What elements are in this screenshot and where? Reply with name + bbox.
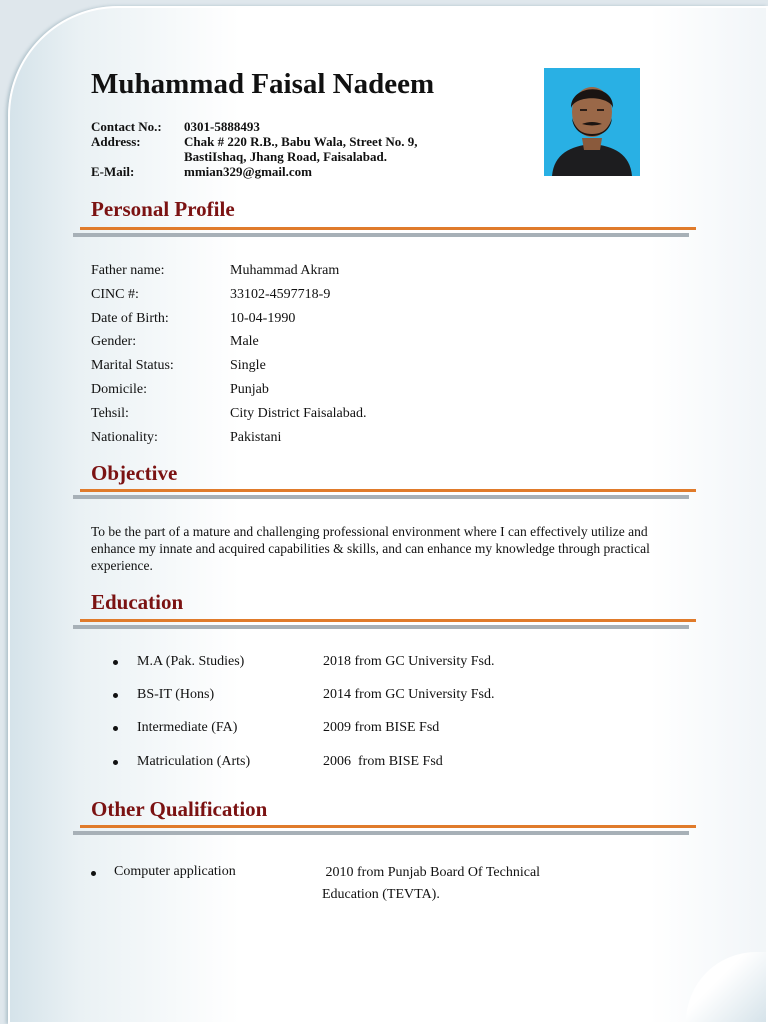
contact-address-label: Address: [91,134,141,149]
qualification-detail-line2: Education (TEVTA). [322,887,440,902]
profile-row [91,307,366,331]
profile-row [91,402,366,426]
education-detail: 2009 from BISE Fsd [323,720,440,735]
section-rule-gray [73,495,689,499]
contact-phone-row [91,119,418,134]
contact-address-line2: BastiIshaq, Jhang Road, Faisalabad. [184,149,388,164]
contact-phone-label: Contact No.: [91,119,162,134]
profile-value: 10-04-1990 [230,310,296,326]
section-rule-gray [73,625,689,629]
profile-value: Muhammad Akram [230,263,340,278]
section-rule-orange [80,227,696,230]
profile-value: Punjab [230,381,269,397]
bullet-icon [113,693,118,698]
education-degree: Matriculation (Arts) [137,754,251,769]
contact-address-row-2 [91,149,418,164]
profile-label: Tehsil: [91,405,129,421]
contact-email: mmian329@gmail.com [184,164,312,179]
education-item [113,720,439,736]
section-title-objective: Objective [91,461,178,485]
profile-row [91,330,366,354]
contact-email-label: E-Mail: [91,164,135,179]
section-rule-orange [80,619,696,622]
contact-email-row [91,164,418,179]
profile-label: Date of Birth: [91,310,169,326]
profile-label: Father name: [91,263,165,278]
profile-value: Single [230,358,266,374]
bullet-icon [113,760,118,765]
education-degree: M.A (Pak. Studies) [137,654,245,669]
other-qualification-item [91,864,540,906]
profile-value: City District Faisalabad. [230,405,367,421]
education-item [113,687,495,703]
profile-photo [544,68,640,176]
section-title-education: Education [91,590,184,614]
section-rule-gray [73,831,689,835]
contact-address-line1: Chak # 220 R.B., Babu Wala, Street No. 9, [184,134,418,149]
contact-phone: 0301-5888493 [184,119,260,134]
education-degree: Intermediate (FA) [137,720,238,735]
profile-value: Male [230,334,259,350]
education-detail: 2014 from GC University Fsd. [323,687,495,702]
qualification-detail [322,862,540,906]
profile-row [91,259,366,283]
profile-label: Nationality: [91,429,158,445]
education-item [113,754,443,770]
section-rule-orange [80,489,696,492]
qualification-name: Computer application [114,864,236,879]
objective-text: To be the part of a mature and challenging professional environment where I can effectively utilize and enhance my innate and acquired capabilities & skills, and can enhance my knowledge through practical experience. [91,524,650,573]
candidate-name: Muhammad Faisal Nadeem [91,68,435,100]
education-degree: BS-IT (Hons) [137,687,215,702]
profile-label: Gender: [91,334,137,350]
profile-row [91,426,366,450]
profile-row [91,378,366,402]
profile-label: CINC #: [91,286,139,302]
page-corner-curl [686,952,766,1022]
bullet-icon [113,726,118,731]
qualification-detail-line1: 2010 from Punjab Board Of Technical [322,865,541,880]
education-detail: 2006 from BISE Fsd [323,754,443,769]
bullet-icon [113,660,118,665]
section-title-personal-profile: Personal Profile [91,197,235,221]
profile-value: Pakistani [230,429,282,445]
profile-value: 33102-4597718-9 [230,286,331,302]
contact-block [91,119,418,179]
bullet-icon [91,871,96,876]
education-detail: 2018 from GC University Fsd. [323,654,495,669]
profile-label: Domicile: [91,381,147,397]
profile-row [91,283,366,307]
profile-row [91,354,366,378]
contact-address-row [91,134,418,149]
section-title-other-qualification: Other Qualification [91,797,268,821]
education-item [113,654,495,670]
profile-label: Marital Status: [91,358,174,374]
section-rule-gray [73,233,689,237]
section-rule-orange [80,825,696,828]
personal-profile-list [91,259,366,449]
